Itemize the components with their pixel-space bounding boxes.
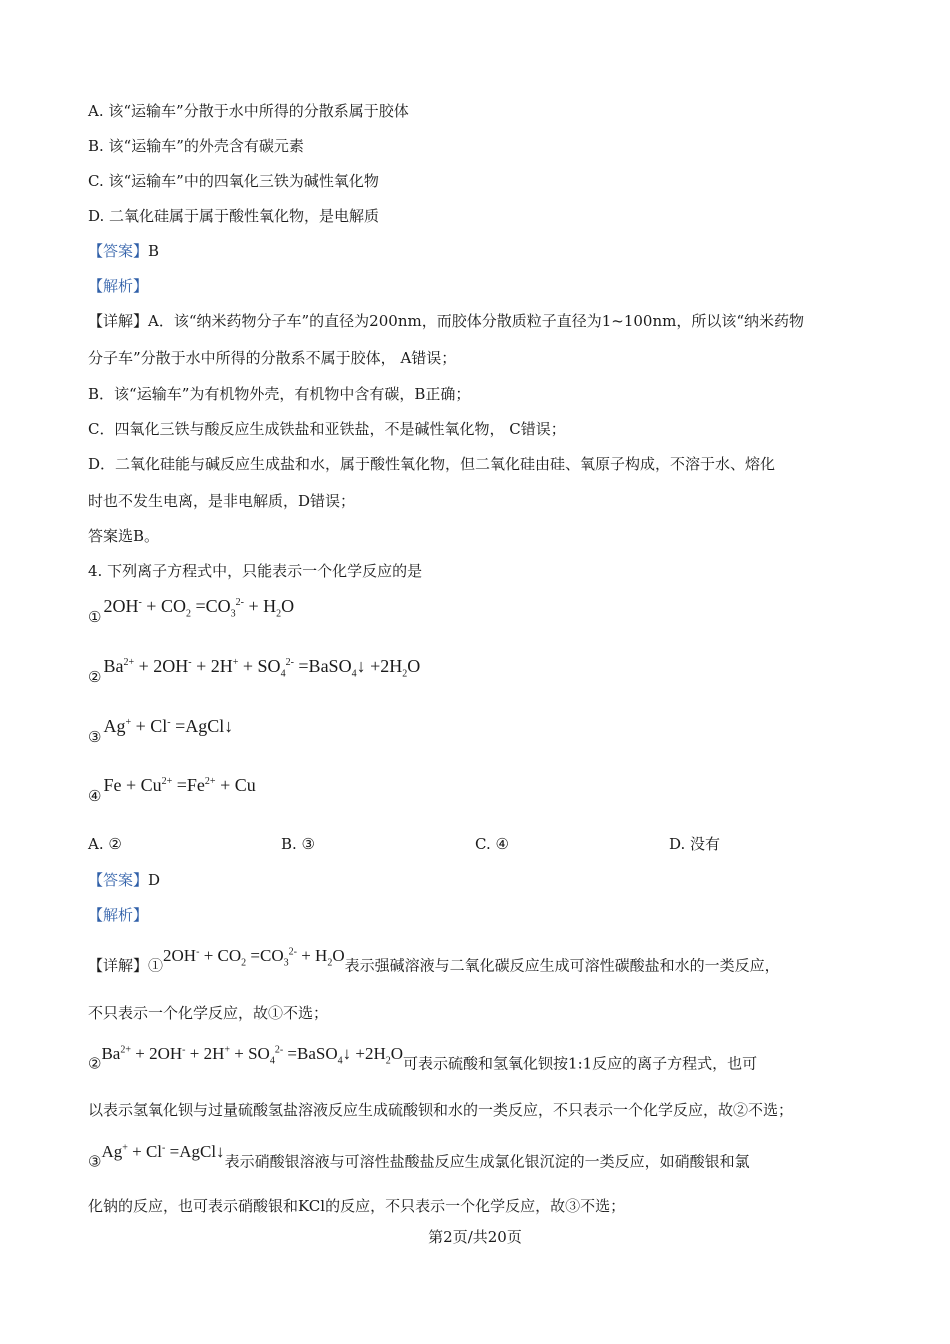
equation-number: ② [88, 1054, 102, 1073]
equation-1: $_①2OH^- + CO_2 =CO_3^{2-} + H_2O$ [88, 596, 295, 626]
q4-option-d: D. 没有 [669, 835, 721, 853]
equation-number: ③ [88, 1152, 102, 1171]
q4-detail-line-1 [88, 945, 780, 983]
inline-equation-2: $Ba^{2+} + 2OH^- + 2H^+ + SO_4^{2-}$ =BaSO$_4$↓ $+2H_2O$ [101, 1043, 404, 1067]
q3-option-a: A. 该“运输车”分散于水中所得的分散系属于胶体 [88, 102, 409, 120]
answer-value: D [148, 871, 161, 889]
detail-label: 【详解】 [88, 312, 149, 330]
q4-detail-line-6: 化钠的反应，也可表示硝酸银和KCl的反应，不只表示一个化学反应，故③不选； [88, 1197, 626, 1215]
equation-number: ④ [88, 789, 102, 805]
q4-option-a: A. ② [88, 835, 122, 853]
q3-option-d: D. 二氧化硅属于属于酸性氧化物，是电解质 [88, 207, 380, 225]
answer-label: 【答案】 [88, 871, 149, 889]
answer-value: B [148, 242, 160, 260]
inline-equation-1: $2OH^- + CO_2 =CO_3^{2-} + H_2O$ [163, 945, 345, 969]
q4-analysis-label: 【解析】 [88, 906, 149, 924]
equation-number: ② [88, 670, 102, 686]
q3-detail-line-2: 分子车”分散于水中所得的分散系不属于胶体， A错误； [88, 349, 457, 367]
q3-answer [88, 241, 159, 261]
q4-option-c: C. ④ [475, 835, 509, 853]
equation-4: $_④Fe + Cu^{2+} =Fe^{2+} + Cu$ [88, 775, 256, 805]
detail-text: A．该“纳米药物分子车”的直径为200nm，而胶体分散质粒子直径为1~100nm，所以该“纳米药物 [148, 312, 804, 330]
detail-text: 可表示硫酸和氢氧化钡按1:1反应的离子方程式，也可 [403, 1054, 758, 1073]
q4-detail-line-4: 以表示氢氧化钡与过量硫酸氢盐溶液反应生成硫酸钡和水的一类反应，不只表示一个化学反应，故②不选； [88, 1101, 794, 1119]
q4-answer [88, 870, 160, 890]
q4-option-b: B. ③ [281, 835, 316, 853]
detail-text: 表示强碱溶液与二氧化碳反应生成可溶性碳酸盐和水的一类反应， [344, 956, 780, 975]
q3-detail-line-1 [88, 311, 804, 331]
q3-option-b: B. 该“运输车”的外壳含有碳元素 [88, 137, 304, 155]
q4-stem: 4. 下列离子方程式中，只能表示一个化学反应的是 [88, 562, 423, 580]
q3-detail-line-4: C．四氧化三铁与酸反应生成铁盐和亚铁盐，不是碱性氧化物， C错误； [88, 420, 566, 438]
q3-detail-line-5: D．二氧化硅能与碱反应生成盐和水，属于酸性氧化物，但二氧化硅由硅、氧原子构成，不溶于水、熔化 [88, 455, 776, 473]
equation-number: ① [88, 610, 102, 626]
q3-option-c: C. 该“运输车”中的四氧化三铁为碱性氧化物 [88, 172, 379, 190]
equation-number: ③ [88, 730, 102, 746]
answer-label: 【答案】 [88, 242, 149, 260]
inline-equation-3: Ag+ + Cl- =AgCl↓ [101, 1141, 225, 1161]
page-footer: 第2页/共20页 [428, 1228, 522, 1246]
equation-number: ① [148, 956, 164, 975]
q4-detail-line-2: 不只表示一个化学反应，故①不选； [88, 1004, 329, 1022]
detail-text: 表示硝酸银溶液与可溶性盐酸盐反应生成氯化银沉淀的一类反应，如硝酸银和氯 [224, 1152, 750, 1171]
q3-detail-line-7: 答案选B。 [88, 527, 160, 545]
q4-detail-line-5 [88, 1141, 750, 1172]
equation-2: $_②Ba^{2+} + 2OH^- + 2H^+ + SO_4^{2-}$ =BaSO$_4$↓ $+2H_2O$ [88, 656, 421, 686]
q4-detail-line-3 [88, 1043, 758, 1081]
q3-detail-line-3: B．该“运输车”为有机物外壳，有机物中含有碳，B正确； [88, 385, 471, 403]
detail-label: 【详解】 [88, 956, 149, 975]
q3-analysis-label: 【解析】 [88, 277, 149, 295]
equation-3: $_③$Ag+ + Cl- =AgCl↓ [88, 716, 234, 746]
q3-detail-line-6: 时也不发生电离，是非电解质，D错误； [88, 492, 356, 510]
